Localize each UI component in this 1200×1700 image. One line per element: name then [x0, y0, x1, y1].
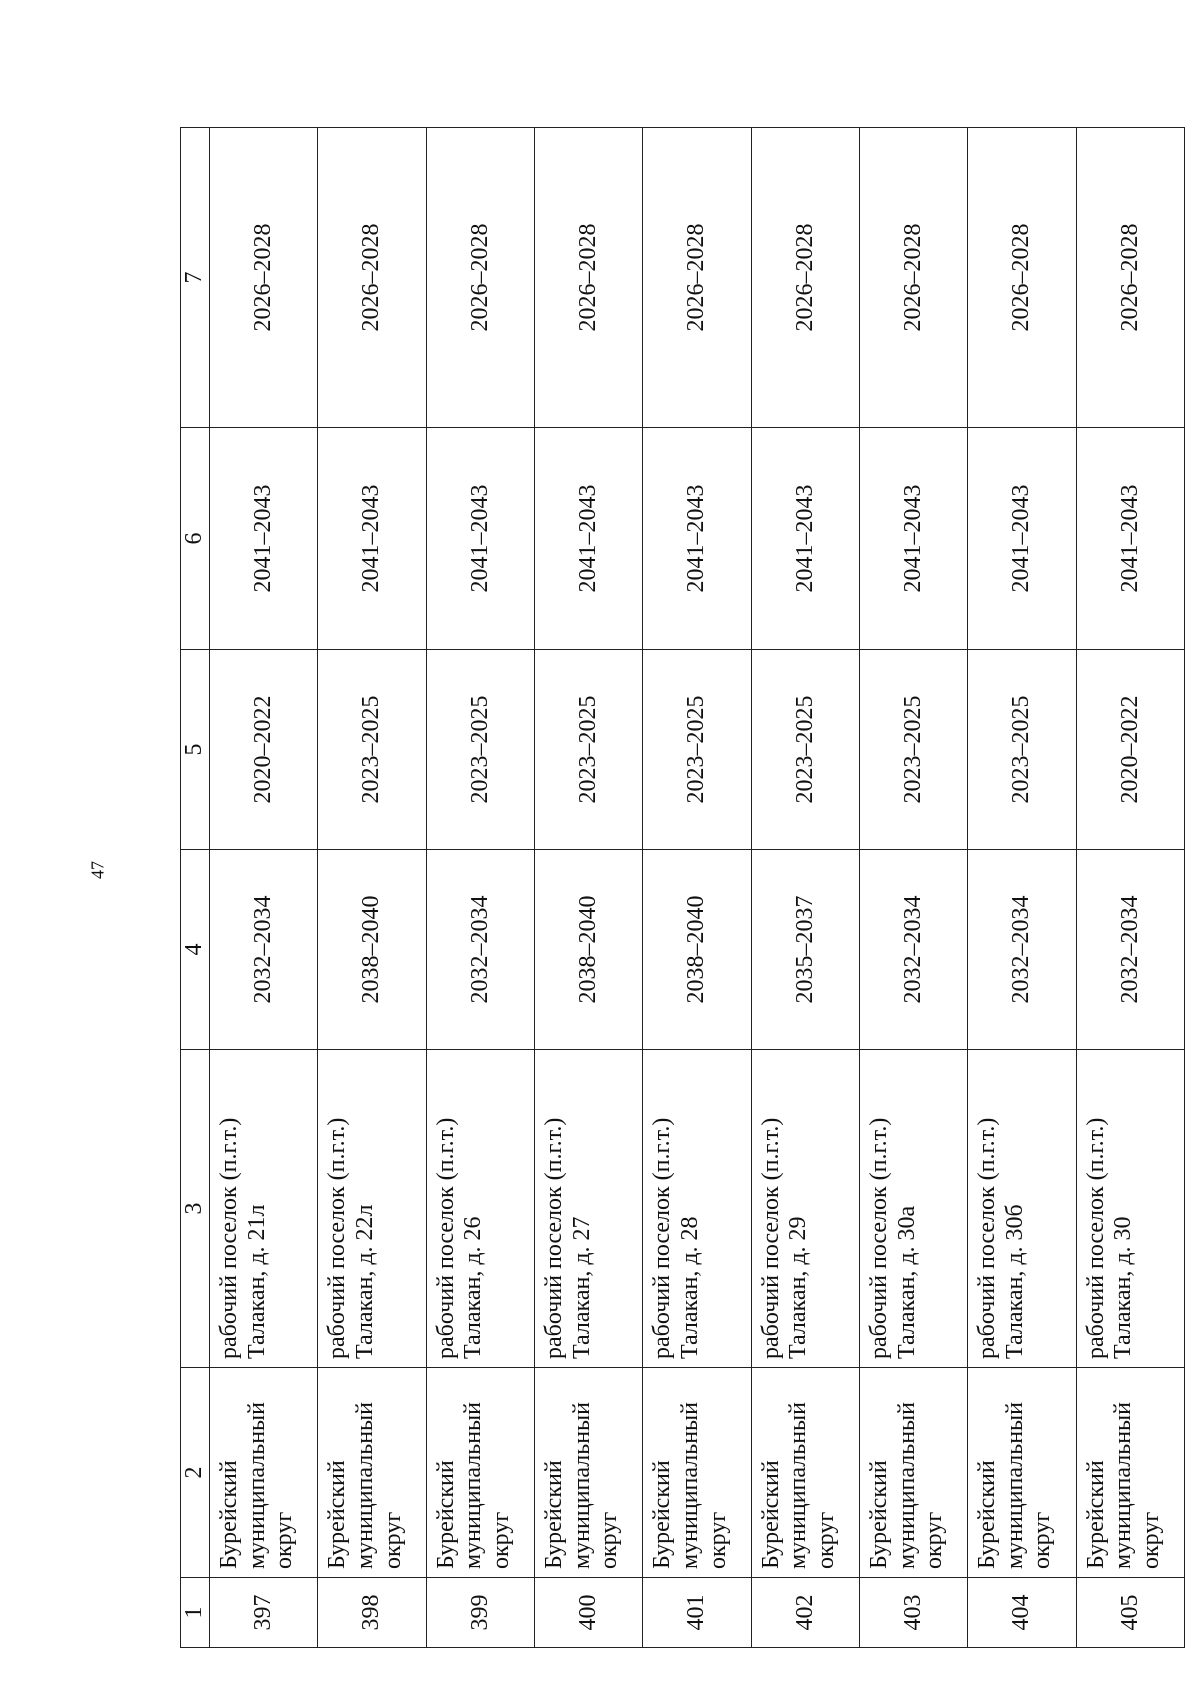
- address-cell: рабочий поселок (п.г.т.) Талакан, д. 30б: [968, 1050, 1076, 1368]
- district-cell: Бурейский муниципальный округ: [1076, 1368, 1184, 1578]
- address-cell: рабочий поселок (п.г.т.) Талакан, д. 21л: [210, 1050, 318, 1368]
- district-cell: Бурейский муниципальный округ: [210, 1368, 318, 1578]
- address-cell: рабочий поселок (п.г.т.) Талакан, д. 27: [534, 1050, 642, 1368]
- period-cell-5: 2023–2025: [859, 650, 967, 850]
- row-number: 397: [210, 1578, 318, 1648]
- period-cell-6: 2041–2043: [210, 428, 318, 650]
- period-cell-5: 2023–2025: [751, 650, 859, 850]
- row-number: 398: [318, 1578, 426, 1648]
- column-header-5: 5: [181, 650, 210, 850]
- period-cell-4: 2038–2040: [643, 850, 751, 1050]
- row-number: 399: [426, 1578, 534, 1648]
- row-number: 401: [643, 1578, 751, 1648]
- address-cell: рабочий поселок (п.г.т.) Талакан, д. 30: [1076, 1050, 1184, 1368]
- row-number: 404: [968, 1578, 1076, 1648]
- period-cell-5: 2023–2025: [968, 650, 1076, 850]
- period-cell-4: 2032–2034: [210, 850, 318, 1050]
- column-header-3: 3: [181, 1050, 210, 1368]
- table-row: [859, 128, 967, 1648]
- period-cell-7: 2026–2028: [968, 128, 1076, 428]
- period-cell-4: 2035–2037: [751, 850, 859, 1050]
- district-cell: Бурейский муниципальный округ: [534, 1368, 642, 1578]
- column-header-2: 2: [181, 1368, 210, 1578]
- row-number: 403: [859, 1578, 967, 1648]
- period-cell-4: 2032–2034: [426, 850, 534, 1050]
- period-cell-4: 2032–2034: [859, 850, 967, 1050]
- address-cell: рабочий поселок (п.г.т.) Талакан, д. 28: [643, 1050, 751, 1368]
- period-cell-6: 2041–2043: [1076, 428, 1184, 650]
- period-cell-7: 2026–2028: [534, 128, 642, 428]
- period-cell-6: 2041–2043: [426, 428, 534, 650]
- district-cell: Бурейский муниципальный округ: [751, 1368, 859, 1578]
- row-number: 405: [1076, 1578, 1184, 1648]
- period-cell-7: 2026–2028: [751, 128, 859, 428]
- table-row: [210, 128, 318, 1648]
- schedule-table: [180, 127, 1185, 1648]
- district-cell: Бурейский муниципальный округ: [968, 1368, 1076, 1578]
- table-container: [180, 128, 1185, 1648]
- table-row: [968, 128, 1076, 1648]
- address-cell: рабочий поселок (п.г.т.) Талакан, д. 30а: [859, 1050, 967, 1368]
- period-cell-4: 2038–2040: [534, 850, 642, 1050]
- table-row: [534, 128, 642, 1648]
- header-row: [181, 128, 210, 1648]
- table-row: [318, 128, 426, 1648]
- table-row: [1076, 128, 1184, 1648]
- column-header-1: 1: [181, 1578, 210, 1648]
- period-cell-4: 2038–2040: [318, 850, 426, 1050]
- page-number: 47: [87, 861, 108, 879]
- column-header-4: 4: [181, 850, 210, 1050]
- address-cell: рабочий поселок (п.г.т.) Талакан, д. 29: [751, 1050, 859, 1368]
- district-cell: Бурейский муниципальный округ: [318, 1368, 426, 1578]
- period-cell-7: 2026–2028: [318, 128, 426, 428]
- period-cell-5: 2023–2025: [318, 650, 426, 850]
- period-cell-5: 2020–2022: [210, 650, 318, 850]
- table-row: [751, 128, 859, 1648]
- period-cell-7: 2026–2028: [643, 128, 751, 428]
- period-cell-6: 2041–2043: [751, 428, 859, 650]
- district-cell: Бурейский муниципальный округ: [859, 1368, 967, 1578]
- period-cell-6: 2041–2043: [859, 428, 967, 650]
- period-cell-4: 2032–2034: [968, 850, 1076, 1050]
- period-cell-4: 2032–2034: [1076, 850, 1184, 1050]
- column-header-6: 6: [181, 428, 210, 650]
- period-cell-6: 2041–2043: [534, 428, 642, 650]
- period-cell-6: 2041–2043: [643, 428, 751, 650]
- address-cell: рабочий поселок (п.г.т.) Талакан, д. 26: [426, 1050, 534, 1368]
- district-cell: Бурейский муниципальный округ: [426, 1368, 534, 1578]
- period-cell-5: 2023–2025: [534, 650, 642, 850]
- period-cell-5: 2023–2025: [643, 650, 751, 850]
- period-cell-7: 2026–2028: [1076, 128, 1184, 428]
- table-row: [426, 128, 534, 1648]
- period-cell-7: 2026–2028: [426, 128, 534, 428]
- row-number: 400: [534, 1578, 642, 1648]
- address-cell: рабочий поселок (п.г.т.) Талакан, д. 22л: [318, 1050, 426, 1368]
- table-row: [643, 128, 751, 1648]
- period-cell-7: 2026–2028: [859, 128, 967, 428]
- column-header-7: 7: [181, 128, 210, 428]
- period-cell-5: 2023–2025: [426, 650, 534, 850]
- period-cell-7: 2026–2028: [210, 128, 318, 428]
- period-cell-6: 2041–2043: [318, 428, 426, 650]
- period-cell-5: 2020–2022: [1076, 650, 1184, 850]
- district-cell: Бурейский муниципальный округ: [643, 1368, 751, 1578]
- rotated-table-frame: [180, 128, 1185, 1648]
- period-cell-6: 2041–2043: [968, 428, 1076, 650]
- row-number: 402: [751, 1578, 859, 1648]
